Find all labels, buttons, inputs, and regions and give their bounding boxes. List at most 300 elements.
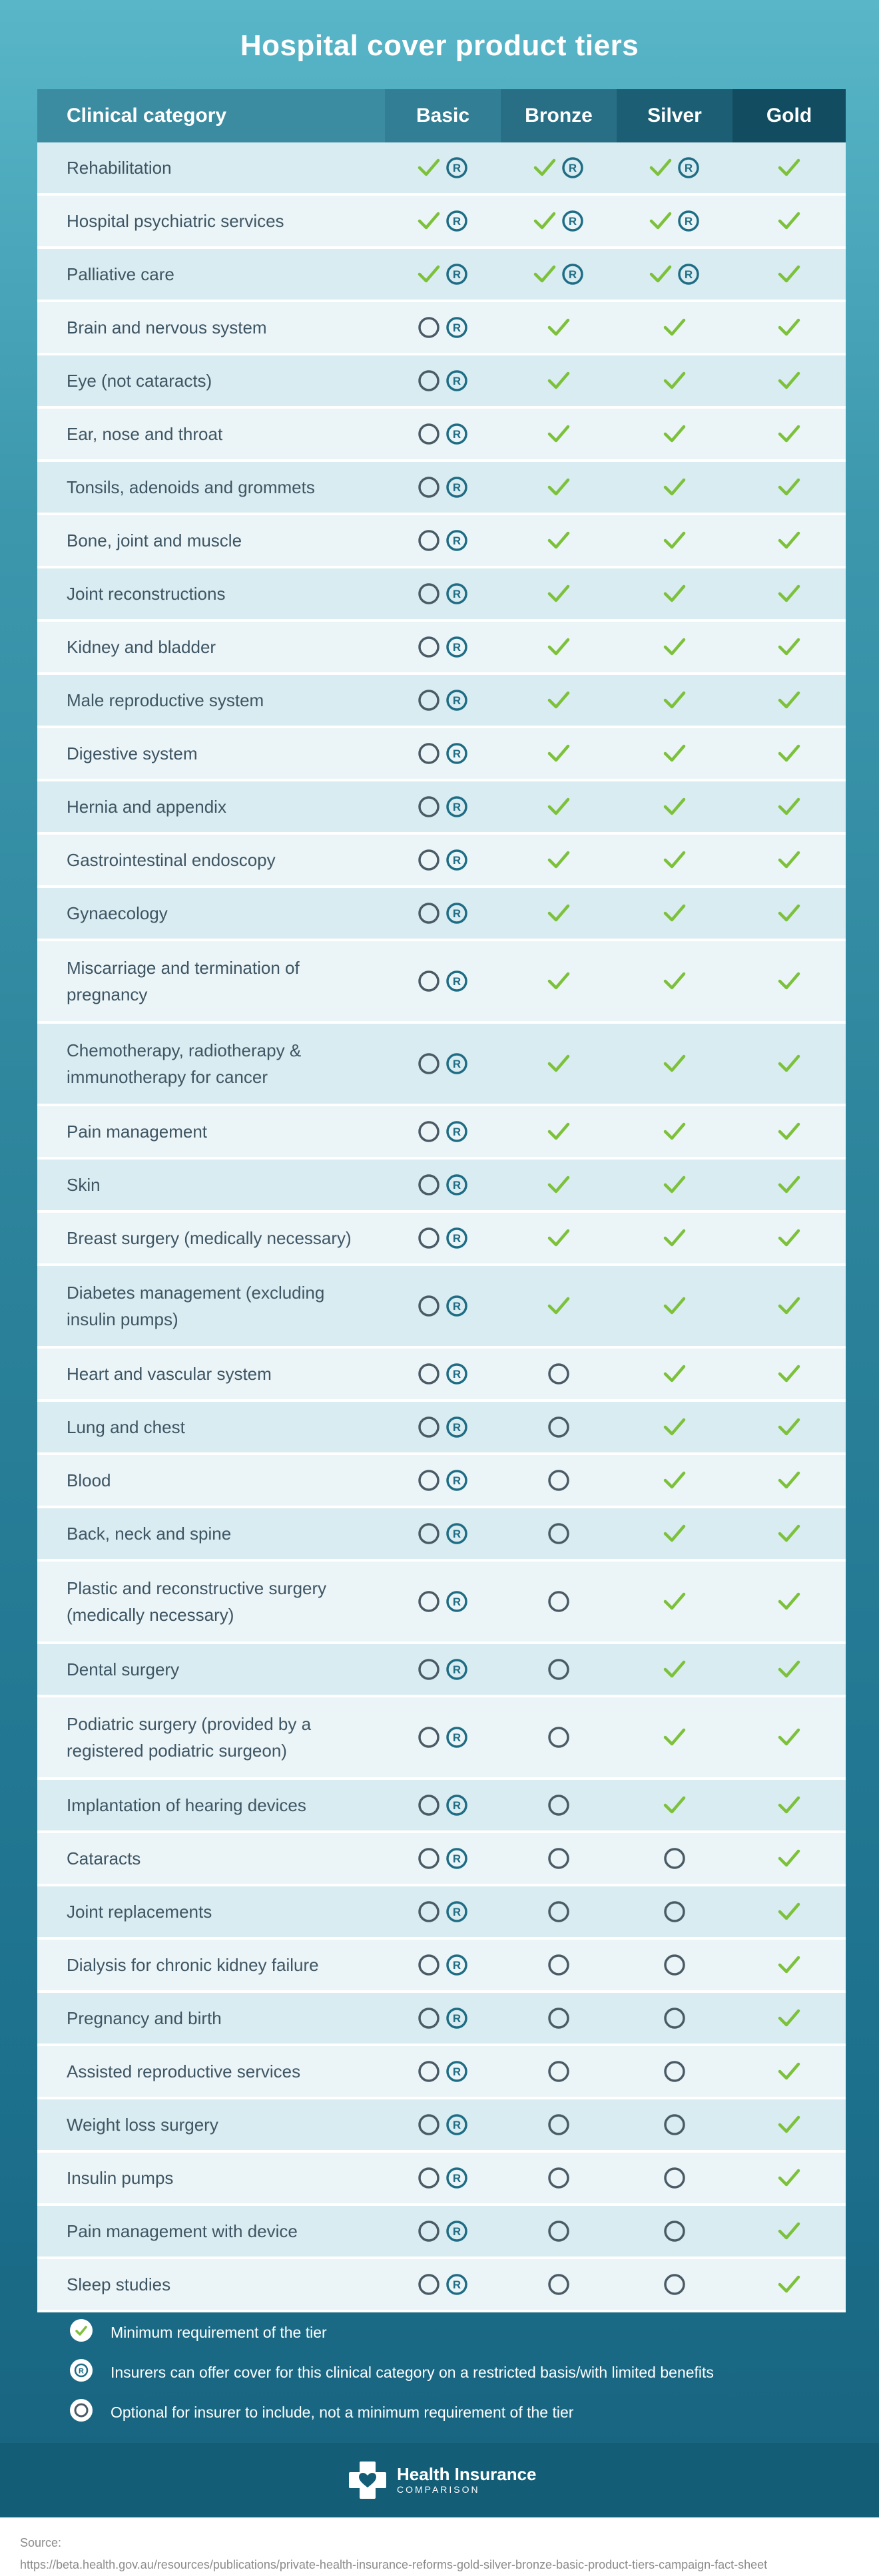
restricted-r-icon xyxy=(445,1794,468,1817)
health-cross-heart-icon xyxy=(348,2460,388,2500)
check-icon xyxy=(547,1052,570,1075)
check-icon xyxy=(649,263,672,286)
category-label: Insulin pumps xyxy=(67,2168,174,2188)
open-circle-icon xyxy=(547,1794,570,1817)
category-label: Breast surgery (medically necessary) xyxy=(67,1228,352,1248)
table-row xyxy=(37,1266,846,1349)
check-icon xyxy=(778,263,800,286)
open-circle-icon xyxy=(418,316,440,339)
basic-cell xyxy=(385,2007,501,2030)
bronze-cell xyxy=(501,849,617,871)
check-icon xyxy=(663,1120,686,1143)
check-icon xyxy=(778,476,800,499)
restricted-r-icon xyxy=(445,210,468,232)
bronze-cell xyxy=(501,476,617,499)
basic-cell xyxy=(385,1954,501,1976)
table-row xyxy=(37,462,846,515)
check-icon xyxy=(547,369,570,392)
open-circle-icon xyxy=(663,2167,686,2189)
gold-cell xyxy=(732,582,846,605)
check-icon xyxy=(778,849,800,871)
category-label: Palliative care xyxy=(67,264,174,284)
table-row xyxy=(37,941,846,1024)
svg-text:R: R xyxy=(568,268,577,281)
bronze-cell xyxy=(501,636,617,658)
gold-cell xyxy=(732,1469,846,1492)
check-icon xyxy=(663,795,686,818)
check-icon xyxy=(778,902,800,925)
check-icon xyxy=(778,689,800,712)
open-circle-icon xyxy=(418,1522,440,1545)
silver-cell xyxy=(617,795,732,818)
basic-cell xyxy=(385,1900,501,1923)
svg-text:R: R xyxy=(452,1663,461,1676)
gold-cell xyxy=(732,1174,846,1196)
basic-cell xyxy=(385,2273,501,2296)
check-icon xyxy=(778,1227,800,1249)
silver-cell xyxy=(617,316,732,339)
header-gold: Gold xyxy=(732,89,846,142)
silver-cell xyxy=(617,1227,732,1249)
silver-cell xyxy=(617,476,732,499)
open-circle-icon xyxy=(418,795,440,818)
table-row xyxy=(37,1940,846,1993)
restricted-r-icon xyxy=(677,210,700,232)
check-icon xyxy=(778,970,800,992)
gold-cell xyxy=(732,849,846,871)
table-header xyxy=(37,89,846,142)
table-row xyxy=(37,142,846,196)
table-row xyxy=(37,1697,846,1780)
table-row xyxy=(37,409,846,462)
open-circle-icon xyxy=(418,1794,440,1817)
basic-cell xyxy=(385,636,501,658)
restricted-r-icon xyxy=(561,156,584,179)
logo-subtitle: COMPARISON xyxy=(397,2484,480,2495)
svg-text:R: R xyxy=(452,1596,461,1608)
bronze-cell xyxy=(501,1954,617,1976)
svg-text:R: R xyxy=(452,2225,461,2238)
open-circle-icon xyxy=(547,2167,570,2189)
open-circle-icon xyxy=(663,1954,686,1976)
check-icon xyxy=(778,316,800,339)
check-icon xyxy=(547,1174,570,1196)
restricted-r-icon xyxy=(445,742,468,765)
open-circle-icon xyxy=(418,423,440,445)
restricted-r-icon xyxy=(561,210,584,232)
bronze-cell xyxy=(501,1726,617,1749)
table-row xyxy=(37,2206,846,2259)
table-row xyxy=(37,302,846,355)
basic-cell xyxy=(385,1227,501,1249)
silver-cell xyxy=(617,2113,732,2136)
open-circle-icon xyxy=(547,2113,570,2136)
header-silver: Silver xyxy=(617,89,732,142)
basic-cell xyxy=(385,316,501,339)
restricted-r-icon xyxy=(445,1469,468,1492)
open-circle-icon xyxy=(418,2060,440,2083)
check-icon xyxy=(778,423,800,445)
open-circle-icon xyxy=(418,1590,440,1613)
category-label: Blood xyxy=(67,1470,111,1490)
bronze-cell xyxy=(501,2220,617,2243)
open-circle-icon xyxy=(547,2273,570,2296)
gold-cell xyxy=(732,1590,846,1613)
category-label: Rehabilitation xyxy=(67,158,172,178)
open-circle-icon xyxy=(418,636,440,658)
restricted-r-icon xyxy=(445,582,468,605)
gold-cell xyxy=(732,1120,846,1143)
check-icon xyxy=(547,742,570,765)
category-label: Eye (not cataracts) xyxy=(67,371,212,391)
silver-cell xyxy=(617,529,732,552)
svg-text:R: R xyxy=(452,2278,461,2291)
basic-cell xyxy=(385,849,501,871)
bronze-cell xyxy=(501,316,617,339)
check-icon xyxy=(778,795,800,818)
restricted-r-icon xyxy=(445,1726,468,1749)
header-basic: Basic xyxy=(385,89,501,142)
svg-text:R: R xyxy=(452,1959,461,1972)
silver-cell xyxy=(617,2167,732,2189)
source-label: Source: xyxy=(20,2536,62,2549)
silver-cell xyxy=(617,1590,732,1613)
check-icon xyxy=(663,1726,686,1749)
restricted-r-icon xyxy=(445,849,468,871)
legend-item-check xyxy=(52,2318,851,2346)
check-icon xyxy=(778,1052,800,1075)
basic-cell xyxy=(385,1847,501,1870)
gold-cell xyxy=(732,1847,846,1870)
restricted-r-icon xyxy=(445,369,468,392)
basic-cell xyxy=(385,476,501,499)
table-row xyxy=(37,1349,846,1402)
svg-text:R: R xyxy=(452,975,461,988)
check-icon xyxy=(663,1416,686,1438)
table-row xyxy=(37,835,846,888)
open-circle-icon xyxy=(418,2113,440,2136)
bronze-cell xyxy=(501,2060,617,2083)
bronze-cell xyxy=(501,582,617,605)
gold-cell xyxy=(732,1227,846,1249)
bronze-cell xyxy=(501,1794,617,1817)
gold-cell xyxy=(732,210,846,232)
bronze-cell xyxy=(501,1900,617,1923)
gold-cell xyxy=(732,2167,846,2189)
bronze-cell xyxy=(501,2113,617,2136)
category-label: Gynaecology xyxy=(67,903,168,923)
bronze-cell xyxy=(501,1590,617,1613)
restricted-r-icon xyxy=(445,263,468,286)
check-icon xyxy=(547,636,570,658)
bronze-cell xyxy=(501,210,617,232)
restricted-r-icon xyxy=(445,1416,468,1438)
silver-cell xyxy=(617,2060,732,2083)
svg-text:R: R xyxy=(452,162,461,174)
basic-cell xyxy=(385,2113,501,2136)
check-icon xyxy=(663,1658,686,1681)
check-icon xyxy=(663,1227,686,1249)
gold-cell xyxy=(732,2060,846,2083)
open-circle-icon xyxy=(418,1295,440,1317)
check-icon xyxy=(663,476,686,499)
check-icon xyxy=(663,1590,686,1613)
svg-text:R: R xyxy=(452,694,461,707)
check-icon xyxy=(547,582,570,605)
check-icon xyxy=(663,316,686,339)
category-label: Hernia and appendix xyxy=(67,797,226,817)
legend-check-text: Minimum requirement of the tier xyxy=(111,2323,327,2341)
check-icon xyxy=(663,423,686,445)
basic-cell xyxy=(385,156,501,179)
gold-cell xyxy=(732,1363,846,1385)
category-label: Gastrointestinal endoscopy xyxy=(67,850,276,870)
check-icon xyxy=(778,1120,800,1143)
check-icon xyxy=(663,1522,686,1545)
silver-cell xyxy=(617,1954,732,1976)
open-circle-icon xyxy=(418,2273,440,2296)
svg-text:R: R xyxy=(684,162,693,174)
restricted-r-icon xyxy=(677,156,700,179)
restricted-r-icon xyxy=(445,1590,468,1613)
bronze-cell xyxy=(501,1052,617,1075)
check-icon xyxy=(778,210,800,232)
category-label: Joint reconstructions xyxy=(67,584,226,604)
svg-text:R: R xyxy=(452,428,461,441)
restricted-r-icon xyxy=(445,1954,468,1976)
open-circle-icon xyxy=(418,902,440,925)
restricted-r-icon xyxy=(445,156,468,179)
basic-cell xyxy=(385,1469,501,1492)
silver-cell xyxy=(617,970,732,992)
check-icon xyxy=(533,156,556,179)
category-label: Ear, nose and throat xyxy=(67,424,223,444)
category-label: Back, neck and spine xyxy=(67,1524,232,1544)
check-icon xyxy=(663,1174,686,1196)
bronze-cell xyxy=(501,2273,617,2296)
svg-text:R: R xyxy=(452,1799,461,1812)
svg-text:R: R xyxy=(452,1179,461,1191)
restricted-r-icon xyxy=(445,1295,468,1317)
check-icon xyxy=(778,2220,800,2243)
bronze-cell xyxy=(501,1363,617,1385)
silver-cell xyxy=(617,636,732,658)
category-label: Dialysis for chronic kidney failure xyxy=(67,1955,319,1975)
category-label: Pregnancy and birth xyxy=(67,2008,222,2028)
silver-cell xyxy=(617,1469,732,1492)
restricted-r-icon xyxy=(445,970,468,992)
bronze-cell xyxy=(501,795,617,818)
bronze-cell xyxy=(501,742,617,765)
open-circle-icon xyxy=(418,1227,440,1249)
svg-text:R: R xyxy=(452,1474,461,1487)
open-circle-icon xyxy=(663,1900,686,1923)
basic-cell xyxy=(385,1726,501,1749)
svg-text:R: R xyxy=(452,2065,461,2078)
source-url[interactable]: https://beta.health.gov.au/resources/publications/private-health-insurance-reforms-gold-silver-bronze-basic-product-tiers-campaign-fact-sheet xyxy=(20,2558,768,2571)
check-icon xyxy=(663,1363,686,1385)
check-icon xyxy=(418,263,440,286)
table-row xyxy=(37,1213,846,1266)
bronze-cell xyxy=(501,1847,617,1870)
table-row xyxy=(37,1780,846,1833)
restricted-r-icon xyxy=(445,2007,468,2030)
category-label: Cataracts xyxy=(67,1848,141,1868)
category-label: Pain management with device xyxy=(67,2221,298,2241)
open-circle-icon xyxy=(418,1658,440,1681)
category-label: Brain and nervous system xyxy=(67,318,267,337)
table-row xyxy=(37,249,846,302)
restricted-r-icon xyxy=(445,636,468,658)
check-icon xyxy=(778,1363,800,1385)
basic-cell xyxy=(385,529,501,552)
check-icon xyxy=(663,582,686,605)
table-row xyxy=(37,355,846,409)
silver-cell xyxy=(617,210,732,232)
silver-cell xyxy=(617,369,732,392)
open-circle-icon xyxy=(418,970,440,992)
basic-cell xyxy=(385,1052,501,1075)
check-icon xyxy=(778,1658,800,1681)
gold-cell xyxy=(732,1954,846,1976)
legend-item-optional xyxy=(52,2398,851,2426)
check-icon xyxy=(547,1227,570,1249)
legend-optional-icon xyxy=(69,2398,93,2426)
check-icon xyxy=(547,849,570,871)
check-icon xyxy=(778,582,800,605)
check-icon xyxy=(778,1954,800,1976)
legend-item-restricted xyxy=(52,2358,851,2386)
svg-text:R: R xyxy=(452,1126,461,1138)
gold-cell xyxy=(732,369,846,392)
check-icon xyxy=(778,1590,800,1613)
category-label: Heart and vascular system xyxy=(67,1364,272,1384)
check-icon xyxy=(663,970,686,992)
category-label: Dental surgery xyxy=(67,1659,180,1679)
restricted-r-icon xyxy=(445,423,468,445)
page-title: Hospital cover product tiers xyxy=(240,29,639,62)
svg-text:R: R xyxy=(452,1232,461,1245)
gold-cell xyxy=(732,423,846,445)
svg-text:R: R xyxy=(452,2119,461,2131)
check-icon xyxy=(778,1522,800,1545)
open-circle-icon xyxy=(418,1052,440,1075)
gold-cell xyxy=(732,316,846,339)
bronze-cell xyxy=(501,156,617,179)
svg-text:R: R xyxy=(452,907,461,920)
open-circle-icon xyxy=(547,1954,570,1976)
check-icon xyxy=(778,369,800,392)
category-label: Skin xyxy=(67,1175,101,1195)
svg-text:R: R xyxy=(452,535,461,547)
bronze-cell xyxy=(501,2007,617,2030)
gold-cell xyxy=(732,476,846,499)
svg-text:R: R xyxy=(452,854,461,867)
check-icon xyxy=(547,902,570,925)
silver-cell xyxy=(617,2007,732,2030)
category-label: Hospital psychiatric services xyxy=(67,211,284,231)
open-circle-icon xyxy=(663,2273,686,2296)
gold-cell xyxy=(732,2007,846,2030)
silver-cell xyxy=(617,1363,732,1385)
svg-text:R: R xyxy=(684,215,693,228)
table-row xyxy=(37,1024,846,1106)
check-icon xyxy=(663,1469,686,1492)
basic-cell xyxy=(385,970,501,992)
gold-cell xyxy=(732,795,846,818)
check-icon xyxy=(663,742,686,765)
svg-text:R: R xyxy=(452,641,461,654)
basic-cell xyxy=(385,742,501,765)
svg-text:R: R xyxy=(452,1731,461,1744)
check-icon xyxy=(778,2113,800,2136)
basic-cell xyxy=(385,1295,501,1317)
open-circle-icon xyxy=(418,1469,440,1492)
basic-cell xyxy=(385,582,501,605)
restricted-r-icon xyxy=(445,1522,468,1545)
table-row xyxy=(37,781,846,835)
basic-cell xyxy=(385,1658,501,1681)
restricted-r-icon xyxy=(445,2273,468,2296)
table-row xyxy=(37,1886,846,1940)
check-icon xyxy=(778,1469,800,1492)
category-label: Plastic and reconstructive surgery (medically necessary) xyxy=(67,1578,327,1625)
silver-cell xyxy=(617,2273,732,2296)
open-circle-icon xyxy=(418,1416,440,1438)
gold-cell xyxy=(732,1726,846,1749)
restricted-r-icon xyxy=(445,689,468,712)
check-icon xyxy=(547,423,570,445)
check-icon xyxy=(778,1295,800,1317)
open-circle-icon xyxy=(663,2113,686,2136)
svg-text:R: R xyxy=(452,1058,461,1070)
check-icon xyxy=(778,2167,800,2189)
basic-cell xyxy=(385,263,501,286)
open-circle-icon xyxy=(547,1847,570,1870)
svg-text:R: R xyxy=(568,162,577,174)
open-circle-icon xyxy=(418,689,440,712)
table-row xyxy=(37,888,846,941)
check-icon xyxy=(663,529,686,552)
check-icon xyxy=(418,210,440,232)
check-icon xyxy=(778,742,800,765)
bronze-cell xyxy=(501,1174,617,1196)
silver-cell xyxy=(617,1052,732,1075)
check-icon xyxy=(778,1416,800,1438)
svg-text:R: R xyxy=(452,1906,461,1918)
check-icon xyxy=(663,849,686,871)
gold-cell xyxy=(732,1052,846,1075)
open-circle-icon xyxy=(547,1522,570,1545)
category-label: Weight loss surgery xyxy=(67,2115,218,2135)
gold-cell xyxy=(732,742,846,765)
silver-cell xyxy=(617,263,732,286)
svg-text:R: R xyxy=(452,322,461,334)
gold-cell xyxy=(732,529,846,552)
svg-text:R: R xyxy=(452,801,461,813)
open-circle-icon xyxy=(418,476,440,499)
check-icon xyxy=(547,529,570,552)
svg-text:R: R xyxy=(452,1852,461,1865)
table-row xyxy=(37,1644,846,1697)
table-row xyxy=(37,1562,846,1644)
gold-cell xyxy=(732,1522,846,1545)
gold-cell xyxy=(732,2220,846,2243)
table-row xyxy=(37,196,846,249)
open-circle-icon xyxy=(547,1726,570,1749)
open-circle-icon xyxy=(418,2007,440,2030)
svg-text:R: R xyxy=(452,2012,461,2025)
